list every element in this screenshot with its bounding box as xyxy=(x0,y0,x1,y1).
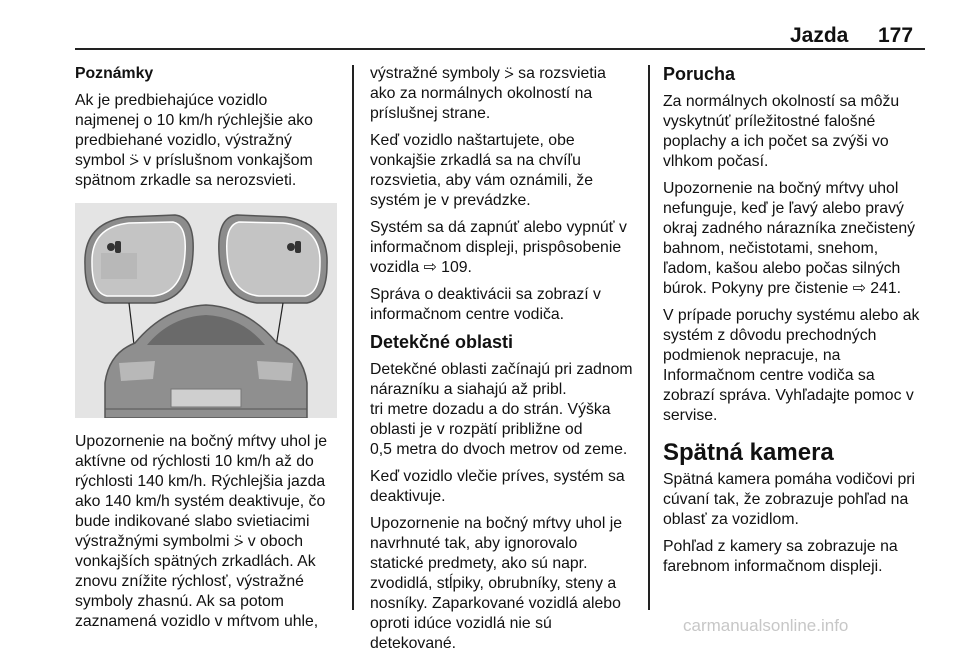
paragraph-deactivation-message: Správa o deaktivácii sa zobrazí v informačnom centre vodiča. xyxy=(370,286,601,323)
blind-spot-mirrors-illustration xyxy=(75,203,337,418)
section-title-rear-camera: Spätná kamera xyxy=(663,439,834,466)
paragraph-detection-zones: Detekčné oblasti začínajú pri zadnom nárazníku a siahajú až pribl. tri metre dozadu a do strán. Výška oblasti je v rozpätí približne od 0,5 metra do dvoch metrov od zeme. xyxy=(370,361,633,458)
paragraph-static-objects: Upozornenie na bočný mŕtvy uhol je navrhnuté tak, aby ignorovalo statické predmety, ako sú napr. zvodidlá, stĺpiky, obrubníky, steny a nosníky. Zaparkované vozidlá alebo oproti idúce vozidlá nie sú detekované. xyxy=(370,515,623,652)
paragraph-toggle-system: Systém sa dá zapnúť alebo vypnúť v informačnom displeji, prispôsobenie vozidla ⇨ 109. xyxy=(370,219,627,276)
note-title: Poznámky xyxy=(75,65,154,82)
mirrors-car-drawing xyxy=(75,203,337,418)
watermark-text: carmanualsonline.info xyxy=(683,616,849,635)
column-divider-2 xyxy=(648,65,650,610)
paragraph-rear-camera-display: Pohľad z kamery sa zobrazuje na farebnom informačnom displeji. xyxy=(663,538,898,575)
column-3 xyxy=(663,64,933,584)
heading-fault: Porucha xyxy=(663,64,736,84)
note-body: Ak je predbiehajúce vozidlo najmenej o 10 km/h rýchlejšie ako predbiehané vozidlo, výstražný symbol ⍩ v príslušnom vonkajšom spätnom zrkadle sa nerozsvieti. xyxy=(75,92,313,189)
paragraph-start-check: Keď vozidlo naštartujete, obe vonkajšie zrkadlá sa na chvíľu rozsvietia, aby vám oznámili, že systém je v prevádzke. xyxy=(370,132,593,209)
paragraph-rear-camera-intro: Spätná kamera pomáha vodičovi pri cúvaní tak, že zobrazuje pohľad na oblasť za vozidlom. xyxy=(663,471,916,528)
paragraph-false-alarms: Za normálnych okolností sa môžu vyskytnúť príležitostné falošné poplachy a ich počet sa zvýši vo vlhkom počasí. xyxy=(663,93,900,170)
column-divider-1 xyxy=(352,65,354,610)
column-2 xyxy=(370,64,642,661)
paragraph-symbols-light: výstražné symboly ⍩ sa rozsvietia ako za normálnych okolností na príslušnej strane. xyxy=(370,65,606,122)
paragraph-trailer: Keď vozidlo vlečie príves, systém sa deaktivuje. xyxy=(370,468,625,505)
paragraph-dirty-bumper: Upozornenie na bočný mŕtvy uhol nefunguje, keď je ľavý alebo pravý okraj zadného nárazníka znečistený bahnom, nečistotami, snehom, ľadom, kašou alebo počas silných búrok. Pokyny pre čistenie ⇨ 241. xyxy=(663,180,916,297)
page-number: 177 xyxy=(878,24,914,47)
column-1 xyxy=(75,64,345,639)
heading-detection-zones: Detekčné oblasti xyxy=(370,332,514,352)
running-header-section: Jazda xyxy=(790,24,849,47)
header-divider xyxy=(75,48,925,50)
paragraph-blind-spot-speed: Upozornenie na bočný mŕtvy uhol je aktívne od rýchlosti 10 km/h až do rýchlosti 140 km/h. Rýchlejšia jazda ako 140 km/h systém deaktivuje, čo bude indikované slabo svietiacimi výstražnými symbolmi ⍩ v oboch vonkajších spätných zrkadlách. Ak znovu znížite rýchlosť, výstražné symboly zhasnú. Ak sa potom zaznamená vozidlo v mŕtvom uhle, xyxy=(75,433,328,630)
paragraph-system-fault: V prípade poruchy systému alebo ak systém z dôvodu prechodných podmienok nepracuje, na Informačnom centre vodiča sa zobrazí správa. Vyhľadajte pomoc v servise. xyxy=(663,307,920,424)
